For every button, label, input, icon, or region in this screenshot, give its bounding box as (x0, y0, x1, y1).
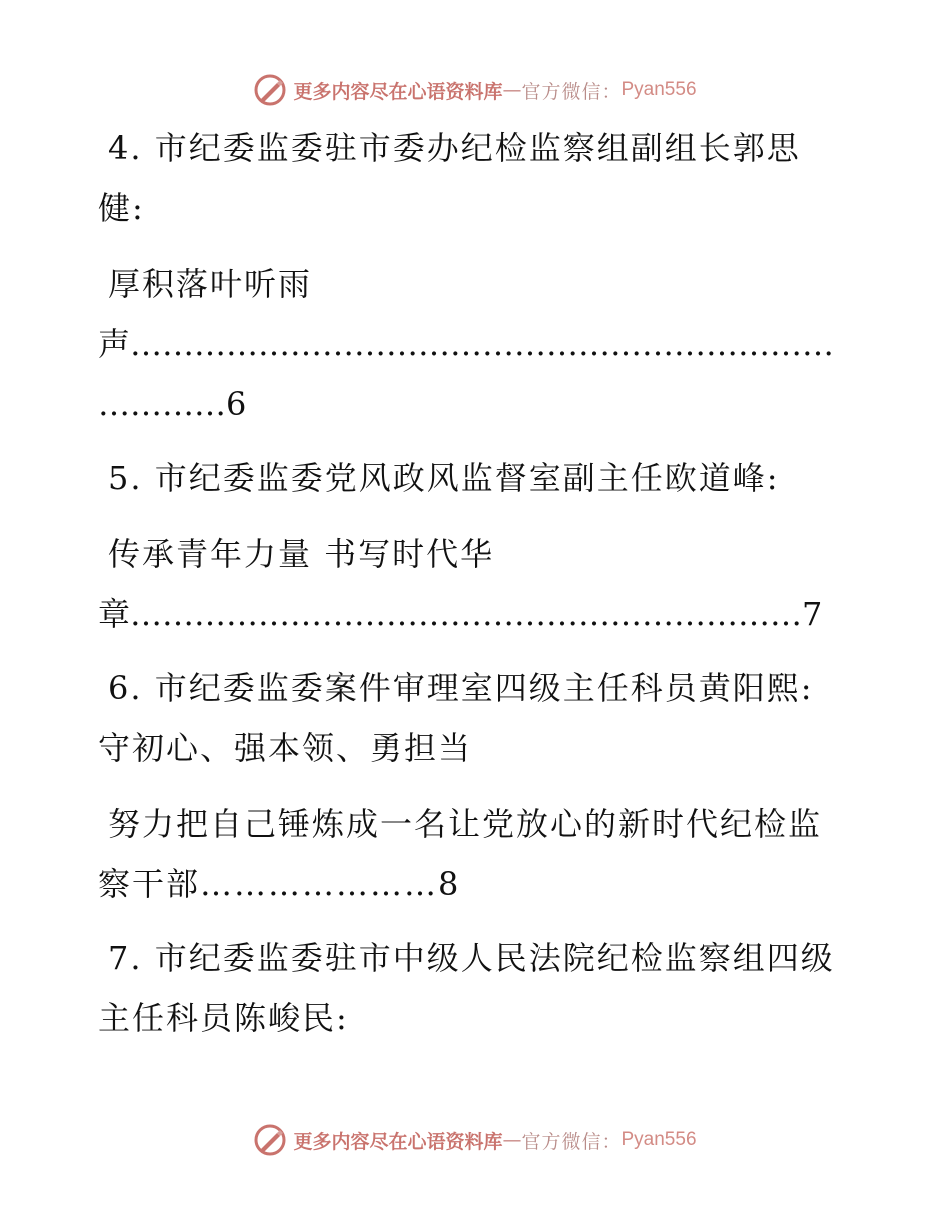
watermark-label: 官方微信： (521, 1130, 622, 1153)
entry-author-line: 守初心、强本领、勇担当 (98, 729, 473, 767)
toc-entry-4 (98, 118, 858, 434)
entry-title-line: 厚积落叶听雨 (108, 265, 313, 303)
footer-watermark (0, 1120, 950, 1160)
entry-author-line: 4. 市纪委监委驻市委办纪检监察组副组长郭思 (108, 129, 801, 167)
entry-title-line: 声………………………………………………………… (98, 325, 835, 363)
entry-title-line: 努力把自己锤炼成一名让党放心的新时代纪检监 (108, 805, 823, 843)
watermark-wechat-id: Pyan556 (621, 1129, 697, 1150)
header-watermark (0, 70, 950, 110)
watermark-separator: — (502, 79, 522, 101)
entry-title-line: 察干部…………………8 (98, 865, 461, 903)
entry-title-line: 章………………………………………………………7 (98, 595, 823, 633)
entry-title-line: 传承青年力量 书写时代华 (108, 535, 495, 573)
toc-entry-6 (98, 658, 858, 914)
toc-entry-5 (98, 448, 858, 644)
entry-author-line: 5. 市纪委监委党风政风监督室副主任欧道峰: (108, 459, 780, 497)
entry-author-line: 7. 市纪委监委驻市中级人民法院纪检监察组四级 (108, 939, 835, 977)
toc-content (98, 118, 858, 1048)
watermark-brand: 更多内容尽在心语资料库 (293, 1130, 503, 1153)
pen-logo-icon (253, 73, 287, 107)
entry-author-line: 主任科员陈峻民: (98, 999, 349, 1037)
pen-logo-icon (253, 1123, 287, 1157)
entry-page-line: …………6 (98, 385, 247, 423)
watermark-label: 官方微信： (521, 80, 622, 103)
entry-author-line: 健: (98, 189, 145, 227)
toc-entry-7 (98, 928, 858, 1048)
entry-author-line: 6. 市纪委监委案件审理室四级主任科员黄阳熙: (108, 669, 814, 707)
watermark-separator: — (502, 1129, 522, 1151)
watermark-wechat-id: Pyan556 (621, 79, 697, 100)
watermark-brand: 更多内容尽在心语资料库 (293, 80, 503, 103)
